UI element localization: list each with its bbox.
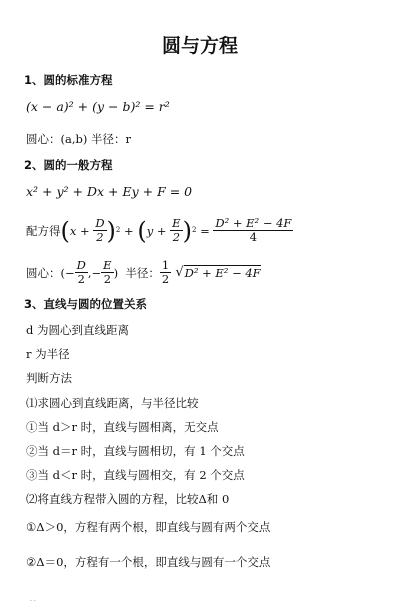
line-method-1: ⑴求圆心到直线距离，与半径比较 xyxy=(26,396,199,410)
fraction-one-half: $\frac{1}{2}$ xyxy=(161,258,170,286)
fraction-rhs: $\frac{\text{D² + E² − 4F}}{4}$ xyxy=(215,216,292,244)
fraction-e-over-2: $\frac{E}{2}$ xyxy=(172,216,181,244)
line-delta-zero: ②Δ＝0，方程有一个根，即直线与圆有一个交点 xyxy=(26,555,271,569)
complete-square-label: 配方得 xyxy=(26,223,61,238)
line-case-intersect: ③当 d＜r 时，直线与圆相交，有 2 个交点 xyxy=(26,468,245,482)
standard-center-radius: 圆心：(a,b) 半径：r xyxy=(26,132,131,146)
footer-mark: . . xyxy=(30,596,36,603)
page-title: 圆与方程 xyxy=(161,35,238,57)
line-delta-positive: ①Δ＞0，方程有两个根，即直线与圆有两个交点 xyxy=(26,520,271,534)
completed-square-equation: 配方得 ( x + $\frac{D}{2}$ ) $^2$ + ( y + $\frac{E}{2}$ ) $^2$ = $\frac{\text{D² + E² − 4F}}{4}$ xyxy=(26,216,292,245)
fraction-neg-d-over-2: $\frac{D}{2}$ xyxy=(76,258,86,286)
section-3-heading: 3、直线与圆的位置关系 xyxy=(24,297,148,311)
radius-radicand: D² + E² − 4F xyxy=(184,266,261,280)
radius-label: 半径： xyxy=(125,265,160,280)
standard-equation: (x − a)² + (y − b)² = r² xyxy=(26,99,170,114)
line-d-definition: d 为圆心到直线距离 xyxy=(26,323,130,337)
line-case-separate: ①当 d＞r 时，直线与圆相离，无交点 xyxy=(26,420,219,434)
line-r-definition: r 为半径 xyxy=(26,347,70,361)
section-2-heading: 2、圆的一般方程 xyxy=(24,158,113,172)
center-label: 圆心： xyxy=(26,265,61,280)
line-method-2: ⑵将直线方程带入圆的方程，比较Δ和 0 xyxy=(26,492,230,506)
fraction-d-over-2: $\frac{D}{2}$ xyxy=(95,216,105,244)
general-center-radius: 圆心： (− $\frac{D}{2}$ ,− $\frac{E}{2}$ ) 半径： $\frac{1}{2}$ √ D² + E² − 4F xyxy=(26,258,261,286)
section-1-heading: 1、圆的标准方程 xyxy=(24,73,113,87)
fraction-neg-e-over-2: $\frac{E}{2}$ xyxy=(103,258,112,286)
line-method-title: 判断方法 xyxy=(26,371,72,385)
line-case-tangent: ②当 d＝r 时，直线与圆相切，有 1 个交点 xyxy=(26,444,245,458)
general-equation: x² + y² + Dx + Ey + F = 0 xyxy=(26,184,193,199)
